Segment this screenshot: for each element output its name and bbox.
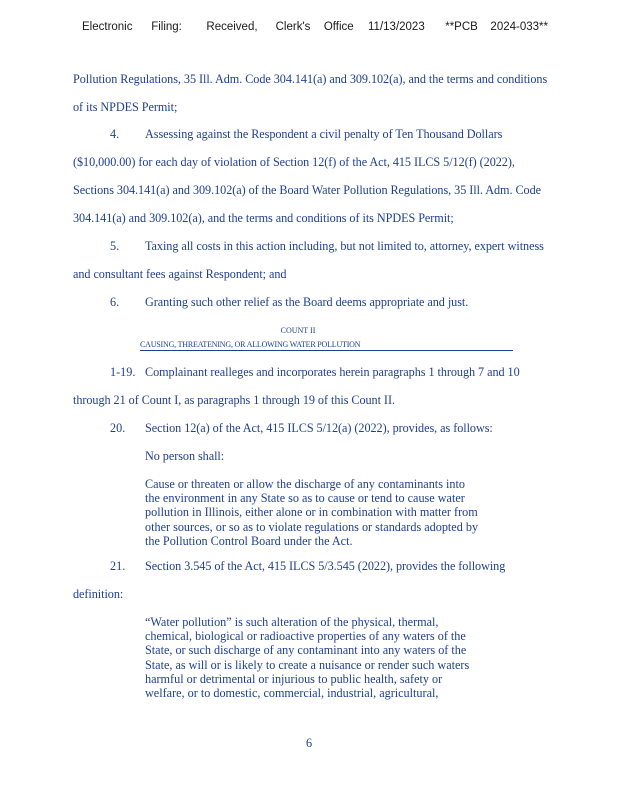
header-date: 11/13/2023 [368, 21, 425, 33]
paragraph-20-number: 20. [110, 421, 126, 435]
quote-2-block [145, 615, 469, 700]
paragraph-1-19-line-1: Complainant realleges and incorporates herein paragraphs 1 through 7 and 10 [145, 365, 520, 379]
count-subtitle: CAUSING, THREATENING, OR ALLOWING WATER POLLUTION [140, 340, 513, 351]
quote-1-line: the environment in any State so as to cause or tend to cause water [145, 491, 465, 506]
paragraph-21-number: 21. [110, 559, 126, 573]
paragraph-20-line-1: Section 12(a) of the Act, 415 ILCS 5/12(a) (2022), provides, as follows: [145, 421, 493, 435]
quote-1-line: the Pollution Control Board under the Act. [145, 533, 353, 548]
paragraph-5-line-2: and consultant fees against Respondent; and [73, 267, 287, 281]
filing-header [82, 21, 548, 33]
header-case: **PCB [445, 21, 478, 33]
paragraph-5-number: 5. [110, 239, 120, 253]
quote-1-block [145, 477, 478, 548]
paragraph-5-line-1: Taxing all costs in this action including, but not limited to, attorney, expert witness [145, 239, 544, 253]
quote-2-line: chemical, biological or radioactive properties of any waters of the [145, 629, 466, 644]
quote-2-line: welfare, or to domestic, commercial, industrial, agricultural, [145, 686, 439, 701]
quote-2-line: harmful or detrimental or injurious to public health, safety or [145, 671, 443, 686]
paragraph-6-line-1: Granting such other relief as the Board deems appropriate and just. [145, 295, 469, 309]
quote-1-intro: No person shall: [145, 449, 225, 463]
paragraph-4-line-3: Sections 304.141(a) and 309.102(a) of the Board Water Pollution Regulations, 35 Ill. Adm. Code [73, 183, 541, 197]
paragraph-1-19-line-2: through 21 of Count I, as paragraphs 1 through 19 of this Count II. [73, 393, 395, 407]
paragraph-4-line-4: 304.141(a) and 309.102(a), and the terms and conditions of its NPDES Permit; [73, 211, 454, 225]
paragraph-6-number: 6. [110, 295, 120, 309]
page-number: 6 [305, 736, 313, 750]
quote-1-line: Cause or threaten or allow the discharge of any contaminants into [145, 477, 465, 491]
paragraph-1-19-number: 1-19. [110, 365, 136, 379]
quote-2-line: “Water pollution” is such alteration of the physical, thermal, [145, 615, 439, 629]
header-electronic: Electronic [82, 21, 133, 33]
paragraph-4-number: 4. [110, 127, 120, 141]
count-title: COUNT II [280, 326, 316, 335]
quote-1-line: other sources, or so as to violate regulations or standards adopted by [145, 519, 479, 534]
header-clerks: Clerk's [275, 21, 311, 33]
paragraph-21-line-1: Section 3.545 of the Act, 415 ILCS 5/3.545 (2022), provides the following [145, 559, 506, 573]
quote-1-line: pollution in Illinois, either alone or in combination with matter from [145, 505, 478, 520]
header-received: Received, [206, 21, 258, 33]
header-number: 2024-033** [490, 21, 548, 33]
paragraph-21-line-2: definition: [73, 587, 124, 601]
paragraph-4-line-1: Assessing against the Respondent a civil penalty of Ten Thousand Dollars [145, 127, 503, 141]
quote-2-line: State, as will or is likely to create a nuisance or render such waters [145, 657, 470, 672]
paragraph-4-line-2: ($10,000.00) for each day of violation of Section 12(f) of the Act, 415 ILCS 5/12(f) (2022), [73, 155, 515, 169]
header-filing: Filing: [151, 21, 182, 33]
header-office: Office [323, 21, 354, 33]
continuation-line-1: Pollution Regulations, 35 Ill. Adm. Code 304.141(a) and 309.102(a), and the terms and conditions [73, 72, 548, 86]
continuation-line-2: of its NPDES Permit; [73, 100, 178, 114]
quote-2-line: State, or such discharge of any contaminant into any waters of the [145, 643, 467, 658]
